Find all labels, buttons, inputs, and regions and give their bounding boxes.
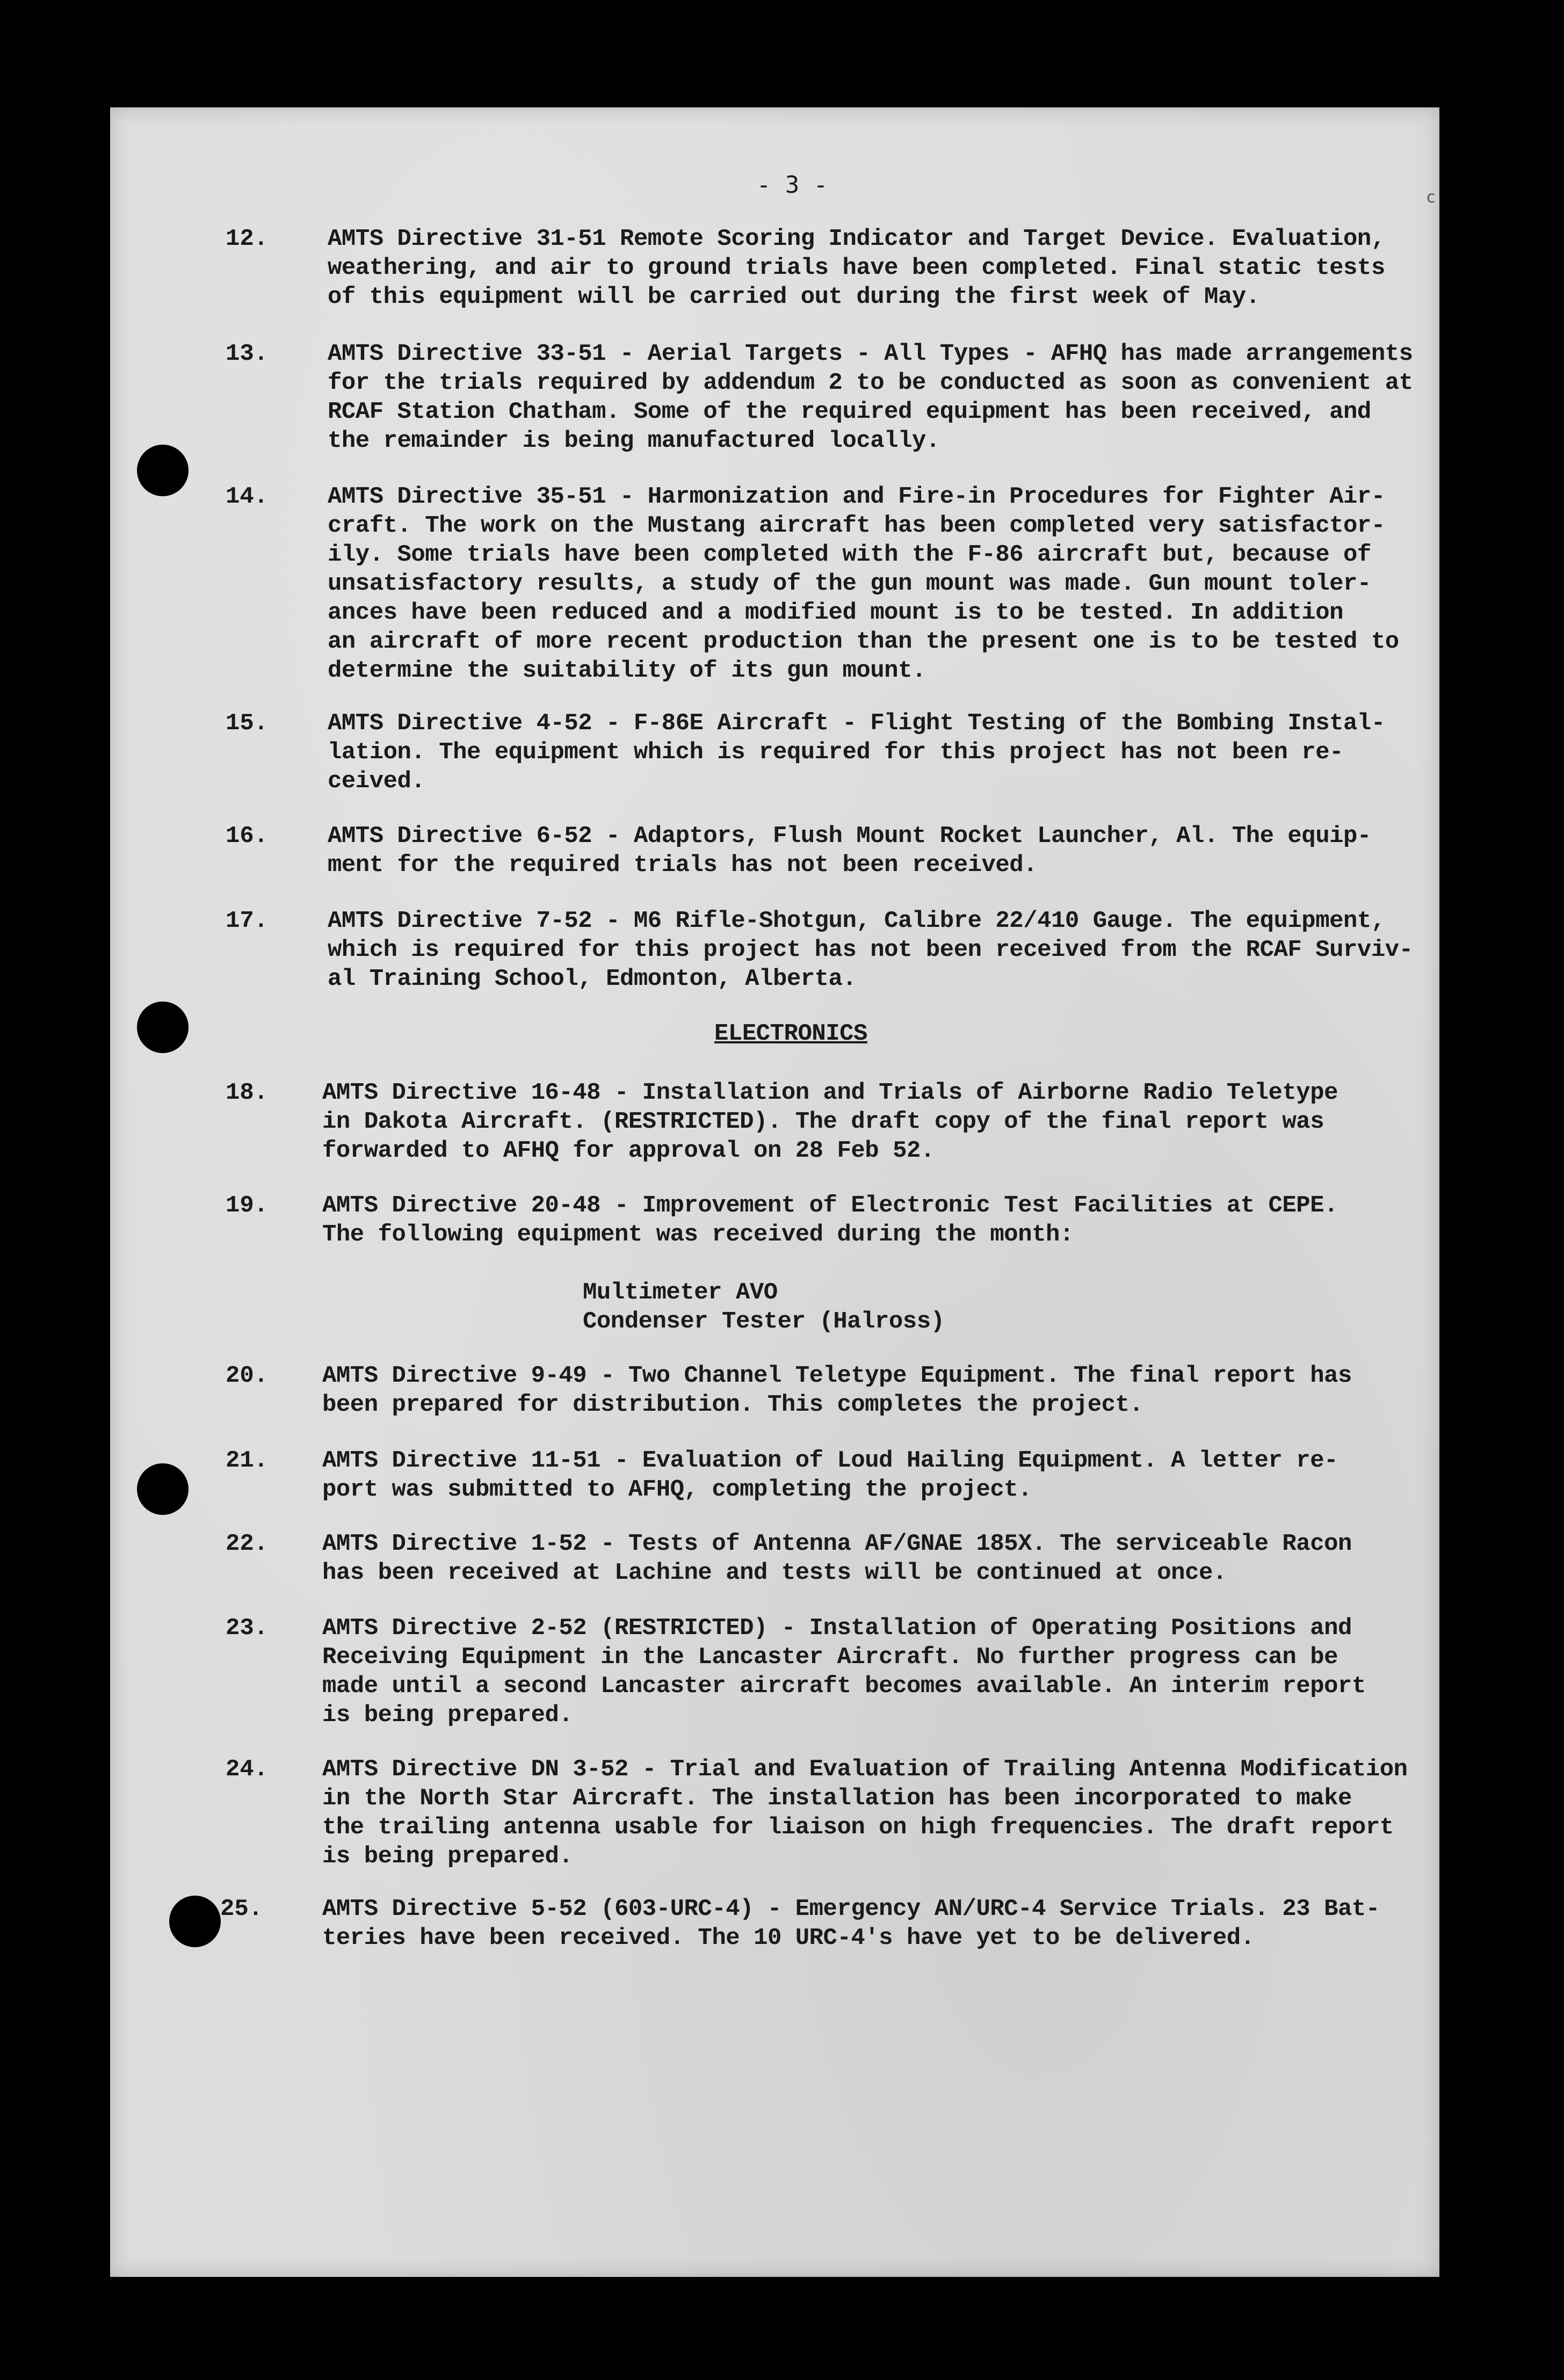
item-number: 16. bbox=[226, 823, 269, 850]
item-line: AMTS Directive 16-48 - Installation and Trials of Airborne Radio Teletype bbox=[322, 1079, 1338, 1106]
item-number: 21. bbox=[226, 1447, 269, 1474]
item-number: 19. bbox=[226, 1192, 269, 1219]
item-18 bbox=[110, 1078, 1439, 1165]
item-line: the trailing antenna usable for liaison on high frequencies. The draft report bbox=[322, 1814, 1394, 1841]
item-12 bbox=[110, 224, 1439, 311]
item-line: has been received at Lachine and tests will be continued at once. bbox=[322, 1559, 1227, 1586]
item-line: AMTS Directive 2-52 (RESTRICTED) - Installation of Operating Positions and bbox=[322, 1615, 1352, 1642]
item-line: in the North Star Aircraft. The installation has been incorporated to make bbox=[322, 1785, 1352, 1812]
item-line: AMTS Directive 5-52 (603-URC-4) - Emergency AN/URC-4 Service Trials. 23 Bat- bbox=[322, 1896, 1380, 1922]
item-number: 20. bbox=[226, 1362, 269, 1389]
item-14 bbox=[110, 482, 1439, 685]
document-page bbox=[110, 107, 1439, 2277]
item-line: ily. Some trials have been completed with the F-86 aircraft but, because of bbox=[328, 541, 1371, 568]
item-line: AMTS Directive 20-48 - Improvement of Electronic Test Facilities at CEPE. bbox=[322, 1192, 1338, 1219]
item-line: AMTS Directive 9-49 - Two Channel Teletype Equipment. The final report has bbox=[322, 1362, 1352, 1389]
item-line: in Dakota Aircraft. (RESTRICTED). The draft copy of the final report was bbox=[322, 1108, 1324, 1135]
item-number: 18. bbox=[226, 1079, 269, 1106]
item-line: AMTS Directive 6-52 - Adaptors, Flush Mount Rocket Launcher, Al. The equip- bbox=[328, 823, 1371, 850]
item-number: 22. bbox=[226, 1530, 269, 1557]
item-13 bbox=[110, 339, 1439, 455]
item-22 bbox=[110, 1529, 1439, 1587]
edge-mark: c bbox=[1426, 188, 1436, 207]
item-line: made until a second Lancaster aircraft becomes available. An interim report bbox=[322, 1673, 1366, 1700]
equipment-list bbox=[110, 1278, 1439, 1336]
item-line: for the trials required by addendum 2 to be conducted as soon as convenient at bbox=[328, 369, 1413, 396]
item-line: forwarded to AFHQ for approval on 28 Feb 52. bbox=[322, 1137, 935, 1164]
item-24 bbox=[110, 1755, 1439, 1871]
item-line: AMTS Directive DN 3-52 - Trial and Evaluation of Trailing Antenna Modification bbox=[322, 1756, 1408, 1783]
item-number: 24. bbox=[226, 1756, 269, 1783]
item-line: AMTS Directive 11-51 - Evaluation of Loud Hailing Equipment. A letter re- bbox=[322, 1447, 1338, 1474]
item-line: AMTS Directive 1-52 - Tests of Antenna AF/GNAE 185X. The serviceable Racon bbox=[322, 1530, 1352, 1557]
item-line: ances have been reduced and a modified mount is to be tested. In addition bbox=[328, 599, 1344, 626]
item-line: is being prepared. bbox=[322, 1843, 573, 1870]
item-line: Receiving Equipment in the Lancaster Aircraft. No further progress can be bbox=[322, 1644, 1338, 1671]
item-line: ment for the required trials has not been received. bbox=[328, 852, 1038, 879]
item-number: 13. bbox=[226, 340, 269, 367]
item-number: 15. bbox=[226, 710, 269, 737]
item-line: determine the suitability of its gun mount. bbox=[328, 657, 926, 684]
item-number: 23. bbox=[226, 1615, 269, 1642]
item-23 bbox=[110, 1614, 1439, 1730]
item-line: an aircraft of more recent production than the present one is to be tested to bbox=[328, 628, 1399, 655]
item-line: AMTS Directive 7-52 - M6 Rifle-Shotgun, Calibre 22/410 Gauge. The equipment, bbox=[328, 908, 1385, 934]
item-25 bbox=[110, 1895, 1439, 1953]
item-line: ceived. bbox=[328, 768, 425, 795]
item-number: 12. bbox=[226, 226, 269, 252]
item-20 bbox=[110, 1361, 1439, 1419]
equipment-item: Condenser Tester (Halross) bbox=[583, 1308, 945, 1335]
item-line: AMTS Directive 4-52 - F-86E Aircraft - Flight Testing of the Bombing Instal- bbox=[328, 710, 1385, 737]
item-line: of this equipment will be carried out during the first week of May. bbox=[328, 284, 1260, 310]
item-number: 17. bbox=[226, 908, 269, 934]
item-line: AMTS Directive 31-51 Remote Scoring Indicator and Target Device. Evaluation, bbox=[328, 226, 1385, 252]
item-line: unsatisfactory results, a study of the gun mount was made. Gun mount toler- bbox=[328, 570, 1371, 597]
item-line: RCAF Station Chatham. Some of the required equipment has been received, and bbox=[328, 398, 1371, 425]
item-line: The following equipment was received during the month: bbox=[322, 1221, 1074, 1248]
item-number: 14. bbox=[226, 483, 269, 510]
section-heading-electronics: ELECTRONICS bbox=[714, 1020, 867, 1047]
item-line: teries have been received. The 10 URC-4's have yet to be delivered. bbox=[322, 1925, 1255, 1951]
item-line: is being prepared. bbox=[322, 1702, 573, 1729]
page-number: - 3 - bbox=[756, 171, 828, 199]
item-19 bbox=[110, 1191, 1439, 1249]
item-number: 25. bbox=[220, 1896, 263, 1922]
item-15 bbox=[110, 709, 1439, 796]
item-line: AMTS Directive 33-51 - Aerial Targets - All Types - AFHQ has made arrangements bbox=[328, 340, 1413, 367]
item-line: the remainder is being manufactured locally. bbox=[328, 427, 940, 454]
item-21 bbox=[110, 1446, 1439, 1504]
equipment-item: Multimeter AVO bbox=[583, 1279, 778, 1306]
item-line: port was submitted to AFHQ, completing the project. bbox=[322, 1476, 1032, 1503]
item-line: been prepared for distribution. This completes the project. bbox=[322, 1391, 1143, 1418]
item-line: which is required for this project has not been received from the RCAF Surviv- bbox=[328, 937, 1413, 963]
item-line: AMTS Directive 35-51 - Harmonization and Fire-in Procedures for Fighter Air- bbox=[328, 483, 1385, 510]
item-16 bbox=[110, 822, 1439, 880]
item-line: al Training School, Edmonton, Alberta. bbox=[328, 966, 857, 992]
item-line: weathering, and air to ground trials have been completed. Final static tests bbox=[328, 255, 1385, 281]
item-17 bbox=[110, 906, 1439, 993]
item-line: lation. The equipment which is required for this project has not been re- bbox=[328, 739, 1344, 766]
document-body bbox=[110, 107, 1439, 2277]
item-line: craft. The work on the Mustang aircraft has been completed very satisfactor- bbox=[328, 512, 1385, 539]
